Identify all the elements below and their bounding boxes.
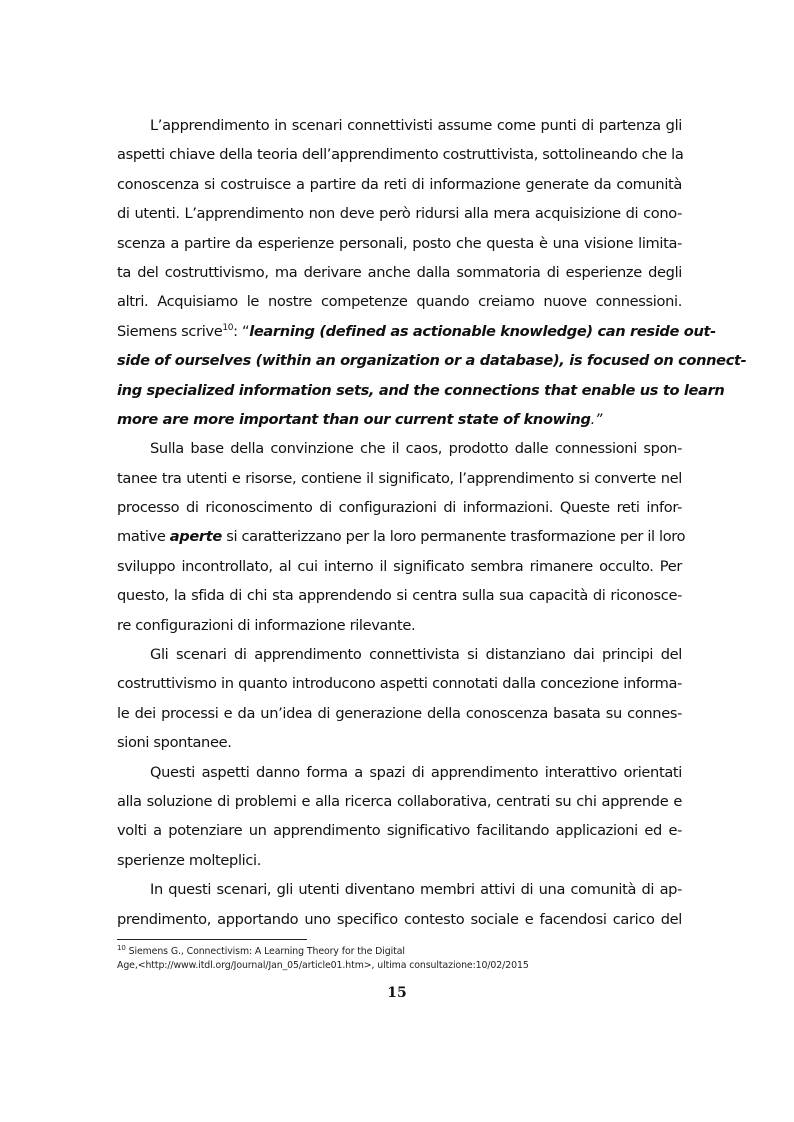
text-line: questo, la sfida di chi sta apprendendo si centra sulla sua capacità di riconosce-	[117, 587, 682, 605]
text-line: scenza a partire da esperienze personali, posto che questa è una visione limita-	[117, 234, 682, 252]
text-line	[117, 405, 682, 434]
text-line: processo di riconoscimento di configurazioni di informazioni. Queste reti infor-	[117, 499, 682, 517]
text-run: .”	[590, 410, 603, 428]
text-run: mative	[117, 528, 170, 546]
emphasis: aperte	[169, 528, 222, 546]
text-line: alla soluzione di problemi e alla ricerca collaborativa, centrati su chi apprende e	[117, 792, 682, 810]
text-line: ta del costruttivismo, ma derivare anche dalla sommatoria di esperienze degli	[117, 263, 682, 281]
text-line: L’apprendimento in scenari connettivisti assume come punti di partenza gli	[150, 117, 682, 134]
footnote-line	[117, 945, 682, 959]
text-line: Questi aspetti danno forma a spazi di apprendimento interattivo orientati	[150, 763, 682, 781]
text-line: sperienze molteplici.	[117, 851, 262, 869]
text-line: prendimento, apportando uno specifico contesto sociale e facendosi carico del	[117, 910, 682, 928]
footnote	[117, 945, 682, 973]
footnote-number: 10	[117, 943, 126, 952]
text-line: costruttivismo in quanto introducono aspetti connotati dalla concezione informa-	[117, 675, 682, 693]
text-run: Siemens scrive	[117, 322, 223, 340]
page-number: 15	[387, 985, 407, 1001]
footnote-separator	[117, 939, 307, 940]
text-line: re configurazioni di informazione rilevante.	[117, 616, 416, 634]
text-run: si caratterizzano per la loro permanente trasformazione per il loro	[221, 528, 686, 546]
text-line: Gli scenari di apprendimento connettivista si distanziano dai principi del	[150, 646, 682, 664]
body-text	[117, 111, 747, 934]
text-line	[117, 317, 716, 346]
quotation: ing specialized information sets, and the connections that enable us to learn	[117, 381, 725, 399]
text-line	[117, 522, 686, 551]
quotation: more are more important than our current state of knowing	[117, 410, 591, 428]
text-run: : “	[233, 322, 250, 340]
quotation: learning (defined as actionable knowledge) can reside out-	[249, 322, 716, 340]
text-line: aspetti chiave della teoria dell’apprendimento costruttivista, sottolineando che la	[117, 146, 684, 164]
text-line: sviluppo incontrollato, al cui interno il significato sembra rimanere occulto. Per	[117, 557, 682, 575]
text-line: sioni spontanee.	[117, 734, 232, 752]
text-line	[117, 346, 747, 375]
text-line: volti a potenziare un apprendimento significativo facilitando applicazioni ed e-	[117, 822, 682, 840]
text-line: le dei processi e da un’idea di generazione della conoscenza basata su connes-	[117, 704, 682, 722]
footnote-text: Siemens G., Connectivism: A Learning Theory for the Digital	[125, 946, 405, 957]
text-line: conoscenza si costruisce a partire da reti di informazione generate da comunità	[117, 175, 682, 193]
text-line: altri. Acquisiamo le nostre competenze quando creiamo nuove connessioni.	[117, 293, 682, 311]
text-line: In questi scenari, gli utenti diventano membri attivi di una comunità di ap-	[150, 881, 682, 899]
text-line: di utenti. L’apprendimento non deve però ridursi alla mera acquisizione di cono-	[117, 205, 682, 223]
footnote-reference: 10	[222, 322, 234, 333]
text-line: Sulla base della convinzione che il caos, prodotto dalle connessioni spon-	[150, 440, 682, 458]
footnote-line: Age,<http://www.itdl.org/Journal/Jan_05/article01.htm>, ultima consultazione:10/02/2015	[117, 960, 529, 971]
quotation: side of ourselves (within an organization or a database), is focused on connect-	[117, 352, 747, 370]
text-line: tanee tra utenti e risorse, contiene il significato, l’apprendimento si converte nel	[117, 469, 682, 487]
text-line	[117, 376, 725, 405]
